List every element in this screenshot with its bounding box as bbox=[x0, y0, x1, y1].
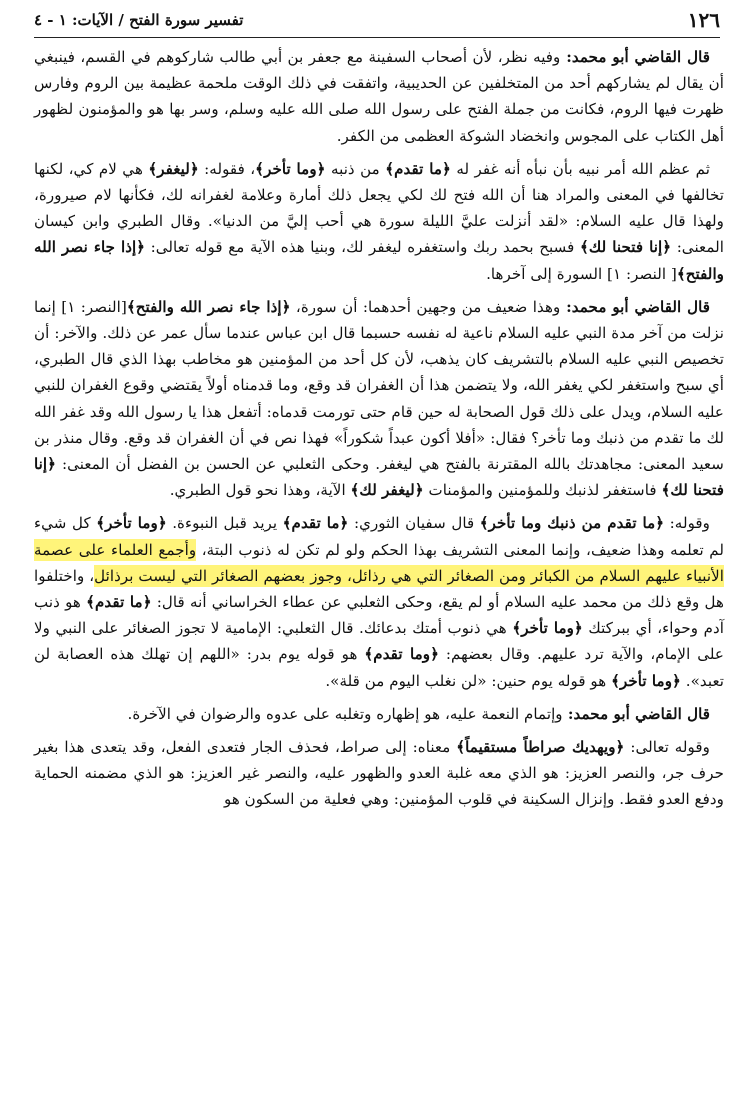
quran-quote: ﴿إذا جاء نصر الله والفتح﴾ bbox=[34, 238, 724, 283]
text-segment: فاستغفر لذنبك وللمؤمنين والمؤمنات bbox=[423, 481, 662, 500]
paragraph bbox=[34, 701, 724, 727]
text-segment: هي ذنوب أمتك بدعائك. قال الثعلبي: الإمامية لا تجوز الصغائر على النبي ولا على الإمام، والآية ترد عليهم. وقال بعضهم: bbox=[34, 619, 724, 664]
quran-quote: ﴿إنا فتحنا لك﴾ bbox=[34, 455, 724, 500]
text-segment: فسبح بحمد ربك واستغفره ليغفر لك، وبنيا هذه الآية مع قوله تعالى: bbox=[145, 238, 580, 257]
quran-quote: ﴿وما تأخر﴾ bbox=[611, 671, 681, 690]
speaker-label: قال القاضي أبو محمد: bbox=[560, 297, 711, 316]
quran-quote: ﴿وما تأخر﴾ bbox=[512, 619, 583, 638]
text-segment: [ النصر: ١] السورة إلى آخرها. bbox=[486, 264, 677, 283]
speaker-label: قال القاضي أبو محمد: bbox=[562, 704, 710, 723]
running-title: تفسير سورة الفتح / الآيات: ١ - ٤ bbox=[34, 11, 244, 29]
quran-quote: ﴿إذا جاء نصر الله والفتح﴾ bbox=[126, 297, 291, 316]
quran-quote: ﴿ما تقدم﴾ bbox=[385, 159, 451, 178]
quran-quote: ﴿ليغفر﴾ bbox=[148, 159, 199, 178]
speaker-label: قال القاضي أبو محمد: bbox=[560, 48, 710, 66]
quran-quote: ﴿ما تقدم من ذنبك وما تأخر﴾ bbox=[479, 514, 665, 533]
text-segment: وفيه نظر، لأن أصحاب السفينة مع جعفر بن أبي طالب شاركوهم في القسم، فينبغي أن يقال لم يشاركهم أحد من المتخلفين عن الحديبية، واتفقت في ذلك الوقت ملحمة عظيمة بين الروم وفارس ظهرت فيها الروم، فكانت من جملة الفتح على رسول الله صلى الله عليه وسلم، وسر بها هو والمؤمنون لظهور أهل الكتاب على المجوس وانخضاد الشوكة العظمى من الكفر. bbox=[34, 48, 724, 145]
text-segment: هي لام كي، لكنها تخالفها في المعنى والمراد هنا أن الله فتح لك لكي يجعل ذلك أمارة وعلامة لغفرانه لك، فكأنها لام صيرورة، ولهذا قال عليه السلام: «لقد أنزلت عليَّ الليلة سورة هي أحب إليَّ من الدنيا». وقال الطبري وابن كيسان المعنى: bbox=[34, 159, 725, 257]
text-segment: هو ذنب آدم وحواء، أي ببركتك bbox=[34, 593, 724, 638]
page-header bbox=[34, 8, 720, 38]
paragraph bbox=[34, 294, 724, 504]
text-segment: ، فقوله: bbox=[198, 159, 256, 178]
quran-quote: ﴿ليغفر لك﴾ bbox=[350, 481, 424, 500]
quran-quote: ﴿وما تأخر﴾ bbox=[255, 159, 326, 178]
text-segment: وإتمام النعمة عليه، هو إظهاره وتغلبه على عدوه والرضوان في الآخرة. bbox=[127, 704, 563, 723]
paragraph bbox=[34, 44, 724, 149]
text-segment: وهذا ضعيف من وجهين أحدهما: أن سورة، bbox=[290, 297, 561, 316]
quran-quote: ﴿ما تقدم﴾ bbox=[282, 514, 349, 533]
paragraph bbox=[34, 734, 724, 813]
quran-quote: ﴿ما تقدم﴾ bbox=[86, 593, 152, 612]
text-segment: وقوله تعالى: bbox=[624, 738, 710, 757]
paragraph bbox=[34, 156, 724, 287]
quran-quote: ﴿وما تأخر﴾ bbox=[96, 514, 167, 533]
text-segment: وقوله: bbox=[664, 514, 711, 533]
quran-quote: ﴿وما تقدم﴾ bbox=[364, 645, 439, 664]
text-segment: [النصر: ١] إنما نزلت من آخر مدة النبي عليه السلام ناعية له نفسه حسبما قال ابن عباس عندما سأل عمر عن ذلك. والآخر: أن تخصيص النبي عليه السلام بالتشريف كان يذهب، لأن كل أحد من المؤمنين هو مخاطب بهذا الذي قال الطبري، أي سبح واستغفر لكي يغفر الله، ولا يتضمن هذا أن الغفران قد وقع، وما قدمناه أولاً يقتضي وقوع الغفران للنبي عليه السلام، ويدل على ذلك قول الصحابة له حين قام حتى تورمت قدماه: أتفعل هذا يا رسول الله وقد غفر الله لك ما تقدم من ذنبك وما تأخر؟ فقال: «أفلا أكون عبداً شكوراً» فهذا نص في أن الغفران قد وقع. وقال منذر بن سعيد المعنى: مجاهدتك بالله المقترنة بالفتح هي ليغفر. وحكى الثعلبي عن الحسن بن الفضل أن المعنى: bbox=[34, 297, 724, 474]
text-segment: قال سفيان الثوري: bbox=[348, 514, 480, 533]
highlighted-text: وأجمع العلماء على عصمة الأنبياء عليهم السلام من الكبائر ومن الصغائر التي هي رذائل، وجوز بعضهم الصغائر التي ليست برذائل bbox=[34, 540, 724, 585]
paragraph bbox=[34, 510, 724, 693]
header-rule bbox=[34, 37, 720, 38]
text-segment: هو قوله يوم حنين: «لن نغلب اليوم من قلة». bbox=[325, 671, 612, 690]
page-number: ١٢٦ bbox=[687, 8, 720, 32]
quran-quote: ﴿ويهديك صراطاً مستقيماً﴾ bbox=[456, 738, 625, 757]
page-body bbox=[34, 44, 724, 1106]
quran-quote: ﴿إنا فتحنا لك﴾ bbox=[579, 238, 672, 257]
text-segment: ثم عظم الله أمر نبيه بأن نبأه أنه غفر له bbox=[450, 159, 710, 178]
text-segment: كل شيء لم تعلمه وهذا ضعيف، وإنما المعنى التشريف بهذا الحكم ولو لم تكن له ذنوب البتة، bbox=[34, 514, 724, 559]
text-segment: يريد قبل النبوءة. bbox=[166, 514, 283, 533]
text-segment: هو قوله يوم بدر: «اللهم إن تهلك هذه العصابة لن تعبد». bbox=[34, 645, 724, 690]
text-segment: الآية، وهذا نحو قول الطبري. bbox=[169, 481, 351, 500]
text-segment: ، واختلفوا هل وقع ذلك من محمد عليه السلام أو لم يقع، وحكى الثعلبي عن عطاء الخراساني أنه قال: bbox=[34, 566, 724, 612]
text-segment: من ذنبه bbox=[325, 159, 386, 178]
text-segment: معناه: إلى صراط، فحذف الجار فتعدى الفعل، وقد يتعدى هذا بغير حرف جر، والنصر العزيز: هو الذي معه غلبة العدو والظهور عليه، والنصر غير العزيز: هو الذي مضمنه الحماية ودفع العدو فقط. وإنزال السكينة في قلوب المؤمنين: وهي فعلية من السكون هو bbox=[34, 738, 724, 809]
